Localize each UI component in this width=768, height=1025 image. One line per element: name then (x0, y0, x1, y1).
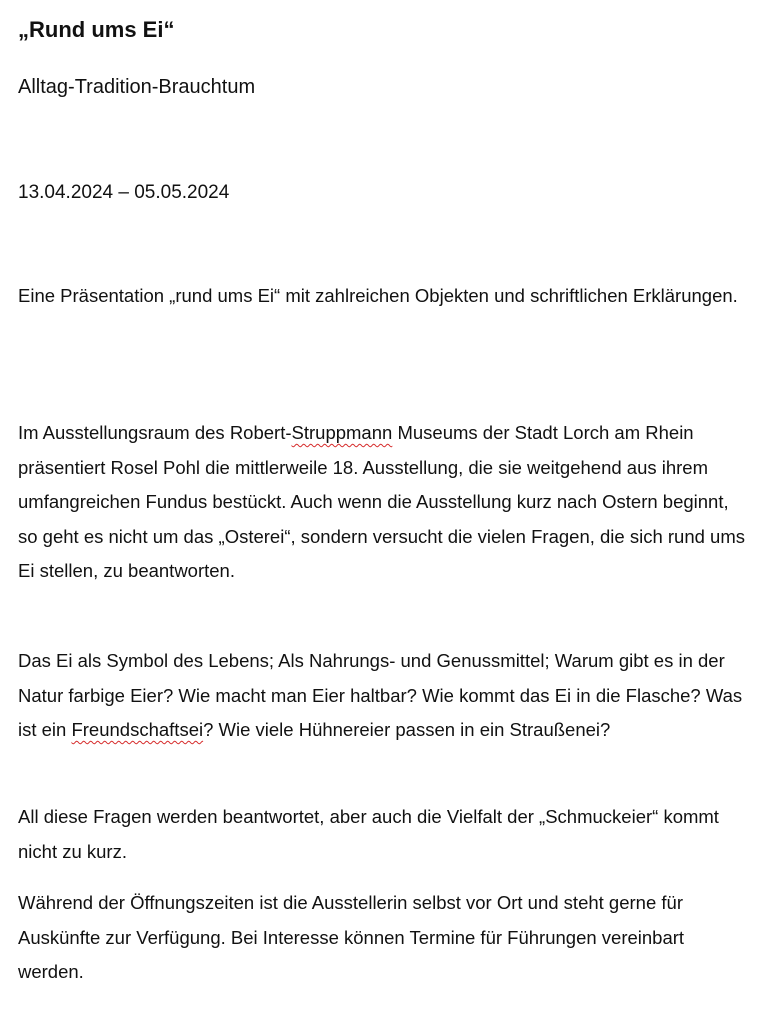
exhibition-date-range: 13.04.2024 – 05.05.2024 (18, 182, 230, 203)
document-title: „Rund ums Ei“ (18, 17, 175, 42)
paragraph-text: Das Ei als Symbol des Lebens; Als Nahrungs- und Genussmittel; Warum gibt es in der Natur farbige Eier? Wie macht man Eier haltbar? Wie kommt das Ei in die Flasche? Was ist ein (18, 650, 743, 740)
spellcheck-flagged-word: Struppmann (291, 422, 393, 443)
paragraph-text: ? Wie viele Hühnereier passen in ein Straußenei? (203, 719, 611, 740)
body-paragraph-variety: All diese Fragen werden beantwortet, aber auch die Vielfalt der „Schmuckeier“ kommt nicht zu kurz. (18, 806, 719, 862)
body-paragraph-questions (18, 644, 748, 748)
body-paragraph-museum (18, 416, 748, 589)
spellcheck-flagged-word: Freundschaftsei (71, 719, 204, 740)
body-paragraph-opening-hours: Während der Öffnungszeiten ist die Ausstellerin selbst vor Ort und steht gerne für Auskünfte zur Verfügung. Bei Interesse können Termine für Führungen vereinbart werden. (18, 892, 685, 982)
document-subtitle: Alltag-Tradition-Brauchtum (18, 76, 256, 98)
paragraph-text: Im Ausstellungsraum des Robert- (18, 422, 292, 443)
intro-paragraph: Eine Präsentation „rund ums Ei“ mit zahlreichen Objekten und schriftlichen Erklärungen. (18, 285, 738, 306)
paragraph-text: Museums der Stadt Lorch am Rhein präsentiert Rosel Pohl die mittlerweile 18. Ausstellung, die sie weitgehend aus ihrem umfangreichen Fundus bestückt. Auch wenn die Ausstellung kurz nach Ostern beginnt, so geht es nicht um das „Osterei“, sondern versucht die vielen Fragen, die sich rund ums Ei stellen, zu beantworten. (18, 422, 745, 581)
